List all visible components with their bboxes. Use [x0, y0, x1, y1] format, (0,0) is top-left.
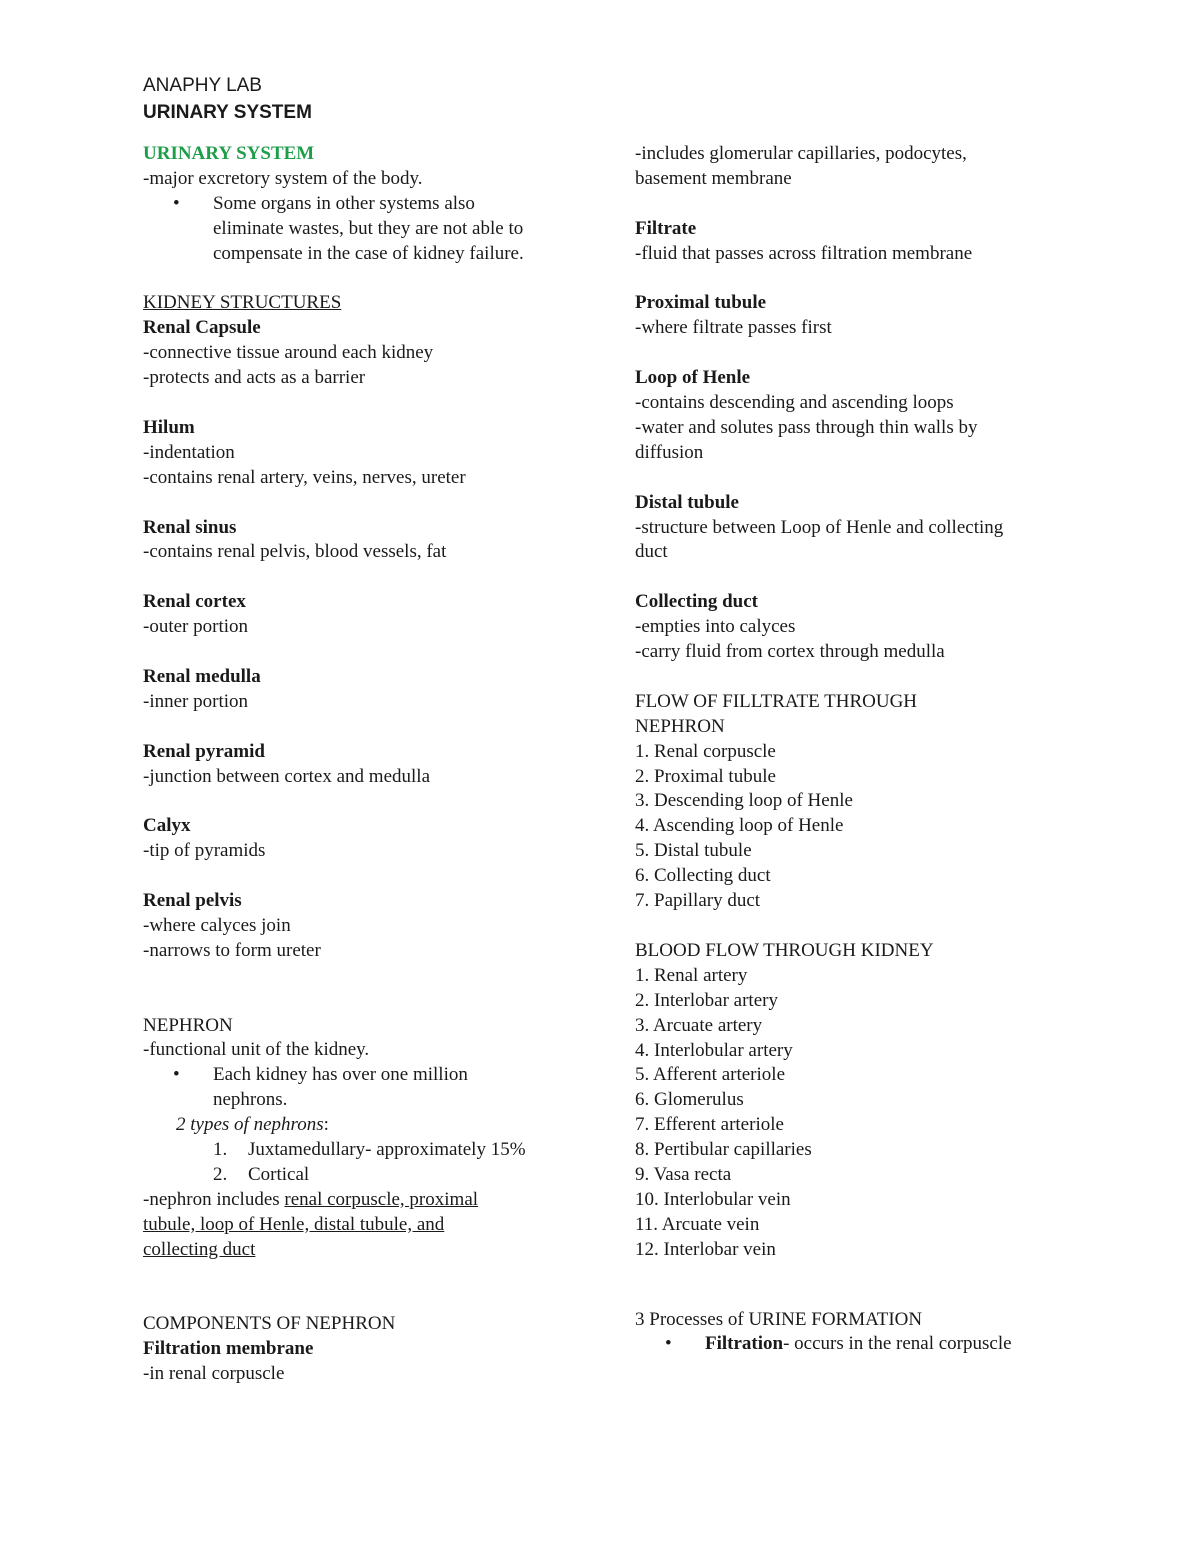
bullet-line: eliminate wastes, but they are not able to	[213, 217, 524, 239]
bullet-line: Each kidney has over one million	[213, 1064, 468, 1086]
blood-flow-item: 3. Arcuate artery	[635, 1014, 763, 1036]
flow-item: 5. Distal tubule	[635, 840, 752, 862]
nephron-definition: -functional unit of the kidney.	[143, 1039, 370, 1061]
filtration-continued: basement membrane	[635, 167, 792, 189]
includes-underlined: collecting duct	[143, 1238, 256, 1260]
types-label-text: 2 types of nephrons	[176, 1114, 324, 1136]
bullet-line: compensate in the case of kidney failure.	[213, 242, 524, 264]
term-loop-of-henle: Loop of Henle	[635, 367, 751, 389]
filtration-continued: -includes glomerular capillaries, podocytes,	[635, 143, 967, 164]
urinary-system-definition: -major excretory system of the body.	[143, 167, 423, 189]
term-calyx: Calyx	[143, 815, 191, 837]
flow-heading: FLOW OF FILLTRATE THROUGH	[635, 690, 918, 712]
term-description: -outer portion	[143, 616, 249, 638]
includes-prefix: -nephron includes	[143, 1188, 285, 1210]
term-description: -narrows to form ureter	[143, 939, 321, 961]
topic-title: URINARY SYSTEM	[143, 102, 312, 123]
bullet-line: nephrons.	[213, 1089, 288, 1111]
nephron-type-item	[143, 1163, 583, 1188]
term-renal-medulla: Renal medulla	[143, 665, 261, 687]
term-renal-sinus: Renal sinus	[143, 516, 237, 538]
term-description: -fluid that passes across filtration membrane	[635, 242, 973, 264]
term-description: -tip of pyramids	[143, 840, 266, 862]
urinary-system-heading: URINARY SYSTEM	[143, 143, 315, 164]
nephron-types-label	[143, 1113, 583, 1138]
includes-underlined: renal corpuscle, proximal	[284, 1188, 479, 1210]
bullet-line: Some organs in other systems also	[213, 192, 475, 214]
term-description: -contains renal pelvis, blood vessels, fat	[143, 541, 447, 563]
term-proximal-tubule: Proximal tubule	[635, 292, 767, 314]
process-bullet	[635, 1332, 1075, 1357]
process-description: - occurs in the renal corpuscle	[783, 1333, 1012, 1355]
flow-item: 7. Papillary duct	[635, 890, 761, 912]
term-renal-capsule: Renal Capsule	[143, 317, 261, 339]
term-description: duct	[635, 541, 668, 563]
term-filtrate: Filtrate	[635, 217, 697, 239]
item-number: 1.	[213, 1139, 228, 1161]
flow-item: 6. Collecting duct	[635, 865, 771, 887]
urinary-bullet	[143, 192, 583, 267]
process-term: Filtration	[705, 1333, 784, 1355]
term-description: diffusion	[635, 441, 704, 463]
term-description: -connective tissue around each kidney	[143, 342, 434, 364]
term-description: -junction between cortex and medulla	[143, 765, 431, 787]
nephron-heading: NEPHRON	[143, 1014, 233, 1036]
term-hilum: Hilum	[143, 416, 195, 438]
bullet-icon: •	[173, 192, 180, 214]
kidney-structures-heading: KIDNEY STRUCTURES	[143, 292, 342, 314]
term-description: -inner portion	[143, 690, 249, 712]
flow-item: 4. Ascending loop of Henle	[635, 815, 844, 837]
blood-flow-item: 2. Interlobar artery	[635, 989, 778, 1011]
term-description: -structure between Loop of Henle and collecting	[635, 516, 1004, 538]
blood-flow-item: 11. Arcuate vein	[635, 1213, 760, 1235]
blood-flow-item: 9. Vasa recta	[635, 1164, 732, 1186]
left-column	[143, 142, 583, 1387]
flow-item: 3. Descending loop of Henle	[635, 790, 853, 812]
blood-flow-item: 4. Interlobular artery	[635, 1039, 793, 1061]
term-description: -water and solutes pass through thin walls by	[635, 416, 978, 438]
blood-flow-item: 5. Afferent arteriole	[635, 1064, 785, 1086]
term-collecting-duct: Collecting duct	[635, 591, 758, 613]
bullet-icon: •	[173, 1064, 180, 1086]
item-number: 2.	[213, 1164, 228, 1185]
nephron-bullet	[143, 1063, 583, 1113]
term-distal-tubule: Distal tubule	[635, 491, 739, 513]
course-title: ANAPHY LAB	[143, 75, 262, 96]
term-description: -contains descending and ascending loops	[635, 392, 954, 414]
bullet-icon: •	[665, 1333, 672, 1355]
term-description: -carry fluid from cortex through medulla	[635, 641, 945, 663]
components-heading: COMPONENTS OF NEPHRON	[143, 1313, 396, 1335]
item-text: Juxtamedullary- approximately 15%	[248, 1139, 526, 1161]
blood-flow-item: 7. Efferent arteriole	[635, 1114, 784, 1136]
term-renal-pyramid: Renal pyramid	[143, 740, 265, 762]
includes-underlined: tubule, loop of Henle, distal tubule, and	[143, 1213, 445, 1235]
flow-heading: NEPHRON	[635, 715, 725, 737]
term-renal-pelvis: Renal pelvis	[143, 890, 242, 912]
item-text: Cortical	[248, 1164, 310, 1185]
processes-heading: 3 Processes of URINE FORMATION	[635, 1308, 923, 1330]
term-description: -where calyces join	[143, 914, 291, 936]
blood-flow-item: 6. Glomerulus	[635, 1089, 744, 1111]
term-description: -contains renal artery, veins, nerves, ureter	[143, 466, 466, 488]
flow-item: 1. Renal corpuscle	[635, 740, 776, 762]
term-description: -in renal corpuscle	[143, 1363, 285, 1385]
nephron-type-item	[143, 1138, 583, 1163]
term-description: -where filtrate passes first	[635, 317, 832, 339]
types-label-colon: :	[323, 1114, 329, 1136]
blood-flow-heading: BLOOD FLOW THROUGH KIDNEY	[635, 939, 934, 961]
blood-flow-item: 8. Pertibular capillaries	[635, 1139, 812, 1161]
term-filtration-membrane: Filtration membrane	[143, 1338, 314, 1360]
term-description: -protects and acts as a barrier	[143, 367, 366, 389]
term-renal-cortex: Renal cortex	[143, 591, 246, 613]
blood-flow-item: 12. Interlobar vein	[635, 1238, 776, 1260]
blood-flow-item: 1. Renal artery	[635, 964, 748, 986]
term-description: -indentation	[143, 441, 235, 463]
flow-item: 2. Proximal tubule	[635, 765, 776, 787]
right-column	[635, 142, 1075, 1357]
nephron-includes-line	[143, 1188, 583, 1213]
blood-flow-item: 10. Interlobular vein	[635, 1188, 791, 1210]
term-description: -empties into calyces	[635, 616, 796, 638]
